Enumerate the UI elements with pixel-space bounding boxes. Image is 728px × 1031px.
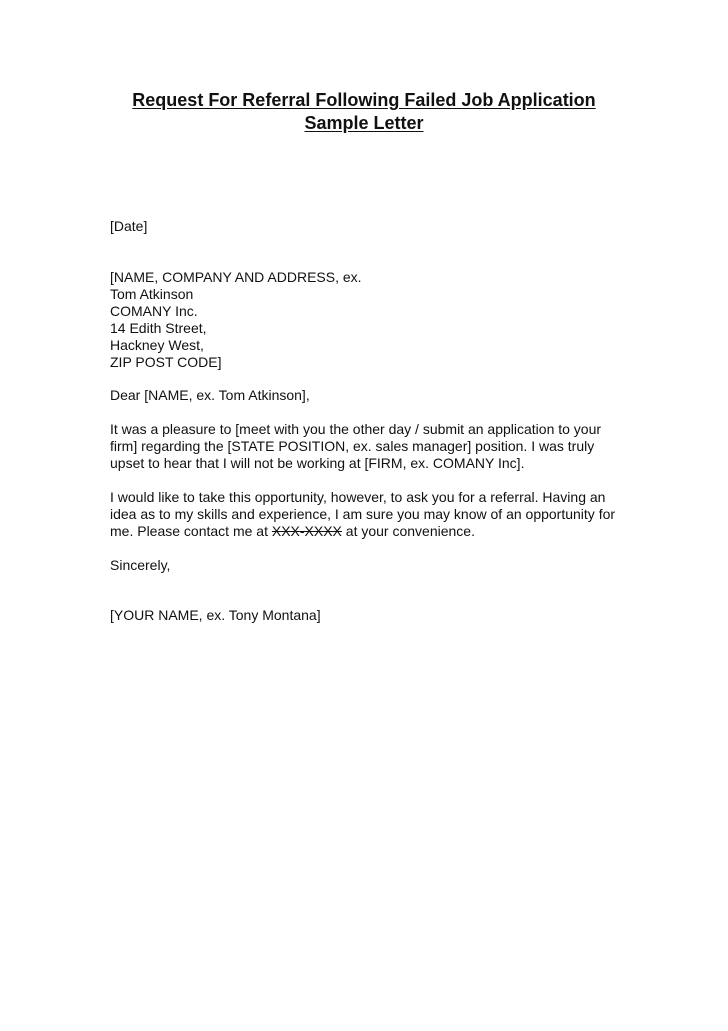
recipient-address	[110, 269, 620, 371]
address-line: COMANY Inc.	[110, 303, 198, 319]
title-line-1: Request For Referral Following Failed Job Application	[132, 90, 596, 110]
address-line: Hackney West,	[110, 337, 204, 353]
phone-number: XXX-XXXX	[271, 523, 342, 539]
address-line: 14 Edith Street,	[110, 320, 207, 336]
signature-placeholder: [YOUR NAME, ex. Tony Montana]	[110, 607, 321, 623]
paragraph-2-text-end: at your convenience.	[341, 523, 475, 539]
paragraph-2-text: I would like to take this opportunity, however, to ask you for a referral. Having an idea as to my skills and experience, I am sure you may know of an opportunity for me. Please contact me at	[110, 489, 616, 539]
date-placeholder: [Date]	[110, 218, 148, 234]
body-paragraph-1: It was a pleasure to [meet with you the other day / submit an application to your firm] regarding the [STATE POSITION, ex. sales manager] position. I was truly upset to hear that I will not be working at [FIRM, ex. COMANY Inc].	[110, 421, 602, 471]
closing: Sincerely,	[110, 557, 171, 573]
page-title	[60, 89, 668, 135]
body-paragraph-2	[110, 489, 620, 540]
address-line: [NAME, COMPANY AND ADDRESS, ex.	[110, 269, 362, 285]
address-line: Tom Atkinson	[110, 286, 194, 302]
title-line-2: Sample Letter	[304, 113, 424, 133]
address-line: ZIP POST CODE]	[110, 354, 222, 370]
salutation: Dear [NAME, ex. Tom Atkinson],	[110, 387, 310, 403]
